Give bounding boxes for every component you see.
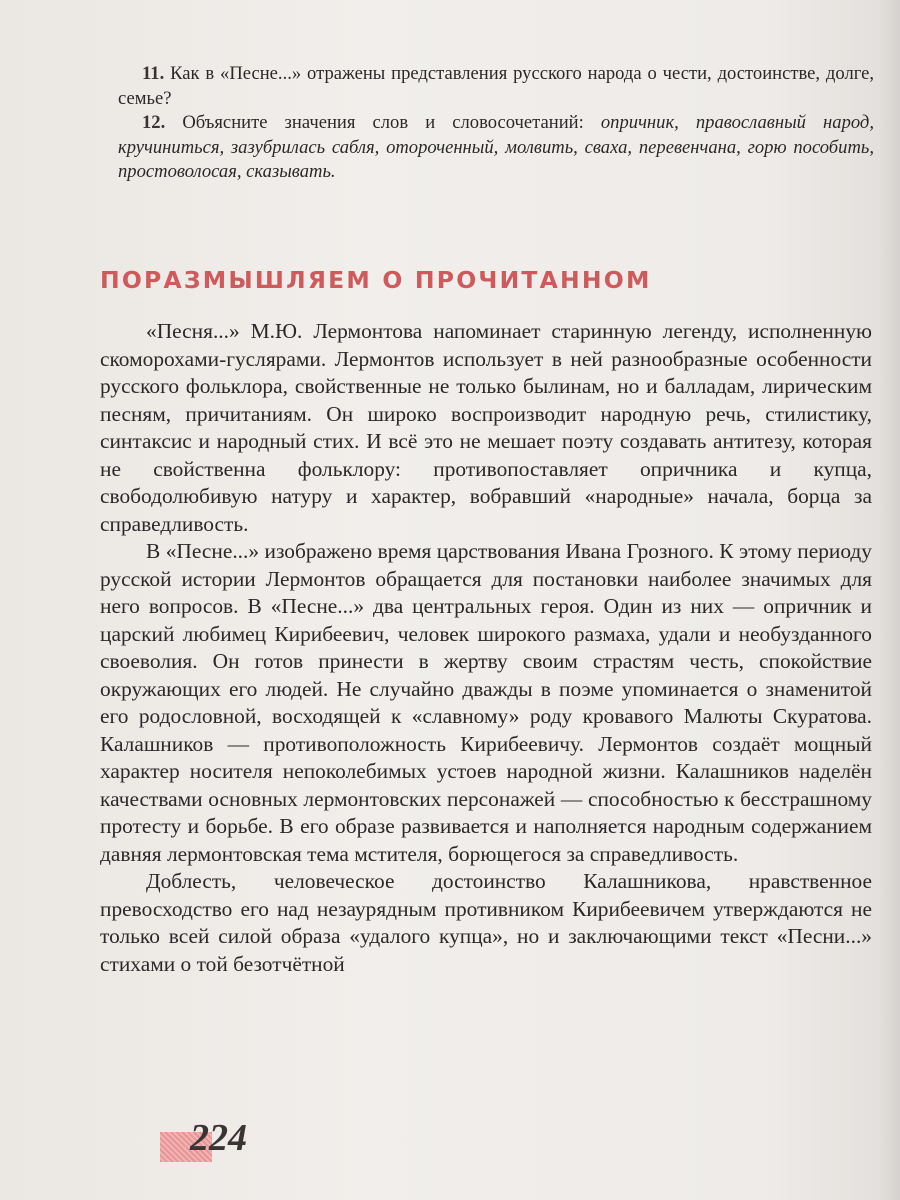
- page-number-block: [160, 1118, 250, 1158]
- paragraph: «Песня...» М.Ю. Лермонтова напоминает старинную легенду, исполненную скоморохами-гуслярами. Лермонтов использует в ней разнообразные особенности русского фольклора, свойственные не только былинам, но и балладам, лирическим песням, причитаниям. Он широко воспроизводит народную речь, стилистику, синтаксис и народный стих. И всё это не мешает поэту создавать антитезу, которая не свойственна фольклору: противопоставляет опричника и купца, свободолюбивую натуру и характер, вобравший «народные» начала, борца за справедливость.: [100, 319, 872, 536]
- page-edge-shadow: [878, 0, 900, 1200]
- paragraph: В «Песне...» изображено время царствования Ивана Грозного. К этому периоду русской истории Лермонтов обращается для постановки наиболее значимых для него вопросов. В «Песне...» два центральных героя. Один из них — опричник и царский любимец Кирибеевич, человек широкого размаха, удали и необузданного своеволия. Он готов принести в жертву своим страстям честь, спокойствие окружающих его людей. Не случайно дважды в поэме упоминается о знаменитой его родословной, восходящей к «славному» роду кровавого Малюты Скуратова. Калашников — противоположность Кирибеевичу. Лермонтов создаёт мощный характер носителя непоколебимых устоев народной жизни. Калашников наделён качествами основных лермонтовских персонажей — способностью к бесстрашному протесту и борьбе. В его образе развивается и наполняется народным содержанием давняя лермонтовская тема мстителя, борющегося за справедливость.: [100, 539, 872, 866]
- question-number: 11.: [142, 63, 165, 84]
- question-terms: опричник, православный народ, кручиниться, зазубрилась сабля, отороченный, молвить, сваха, перевенчана, горю пособить, простоволосая, сказывать.: [118, 112, 874, 182]
- paragraph: Доблесть, человеческое достоинство Калашникова, нравственное превосходство его над незаурядным противником Кирибеевичем утверждаются не только всей силой образа «удалого купца», но и заключающими текст «Песни...» стихами о той безотчётной: [100, 869, 872, 976]
- question-text: Как в «Песне...» отражены представления русского народа о чести, достоинстве, долге, семье?: [118, 63, 875, 109]
- question-12: [118, 111, 874, 185]
- question-11: [118, 62, 874, 111]
- question-text: Объясните значения слов и словосочетаний:: [182, 112, 601, 133]
- article-body: [100, 318, 872, 978]
- question-number: 12.: [142, 112, 166, 133]
- page-number: 224: [190, 1117, 247, 1159]
- section-heading: ПОРАЗМЫШЛЯЕМ О ПРОЧИТАННОМ: [100, 266, 652, 294]
- questions-list: [118, 62, 874, 185]
